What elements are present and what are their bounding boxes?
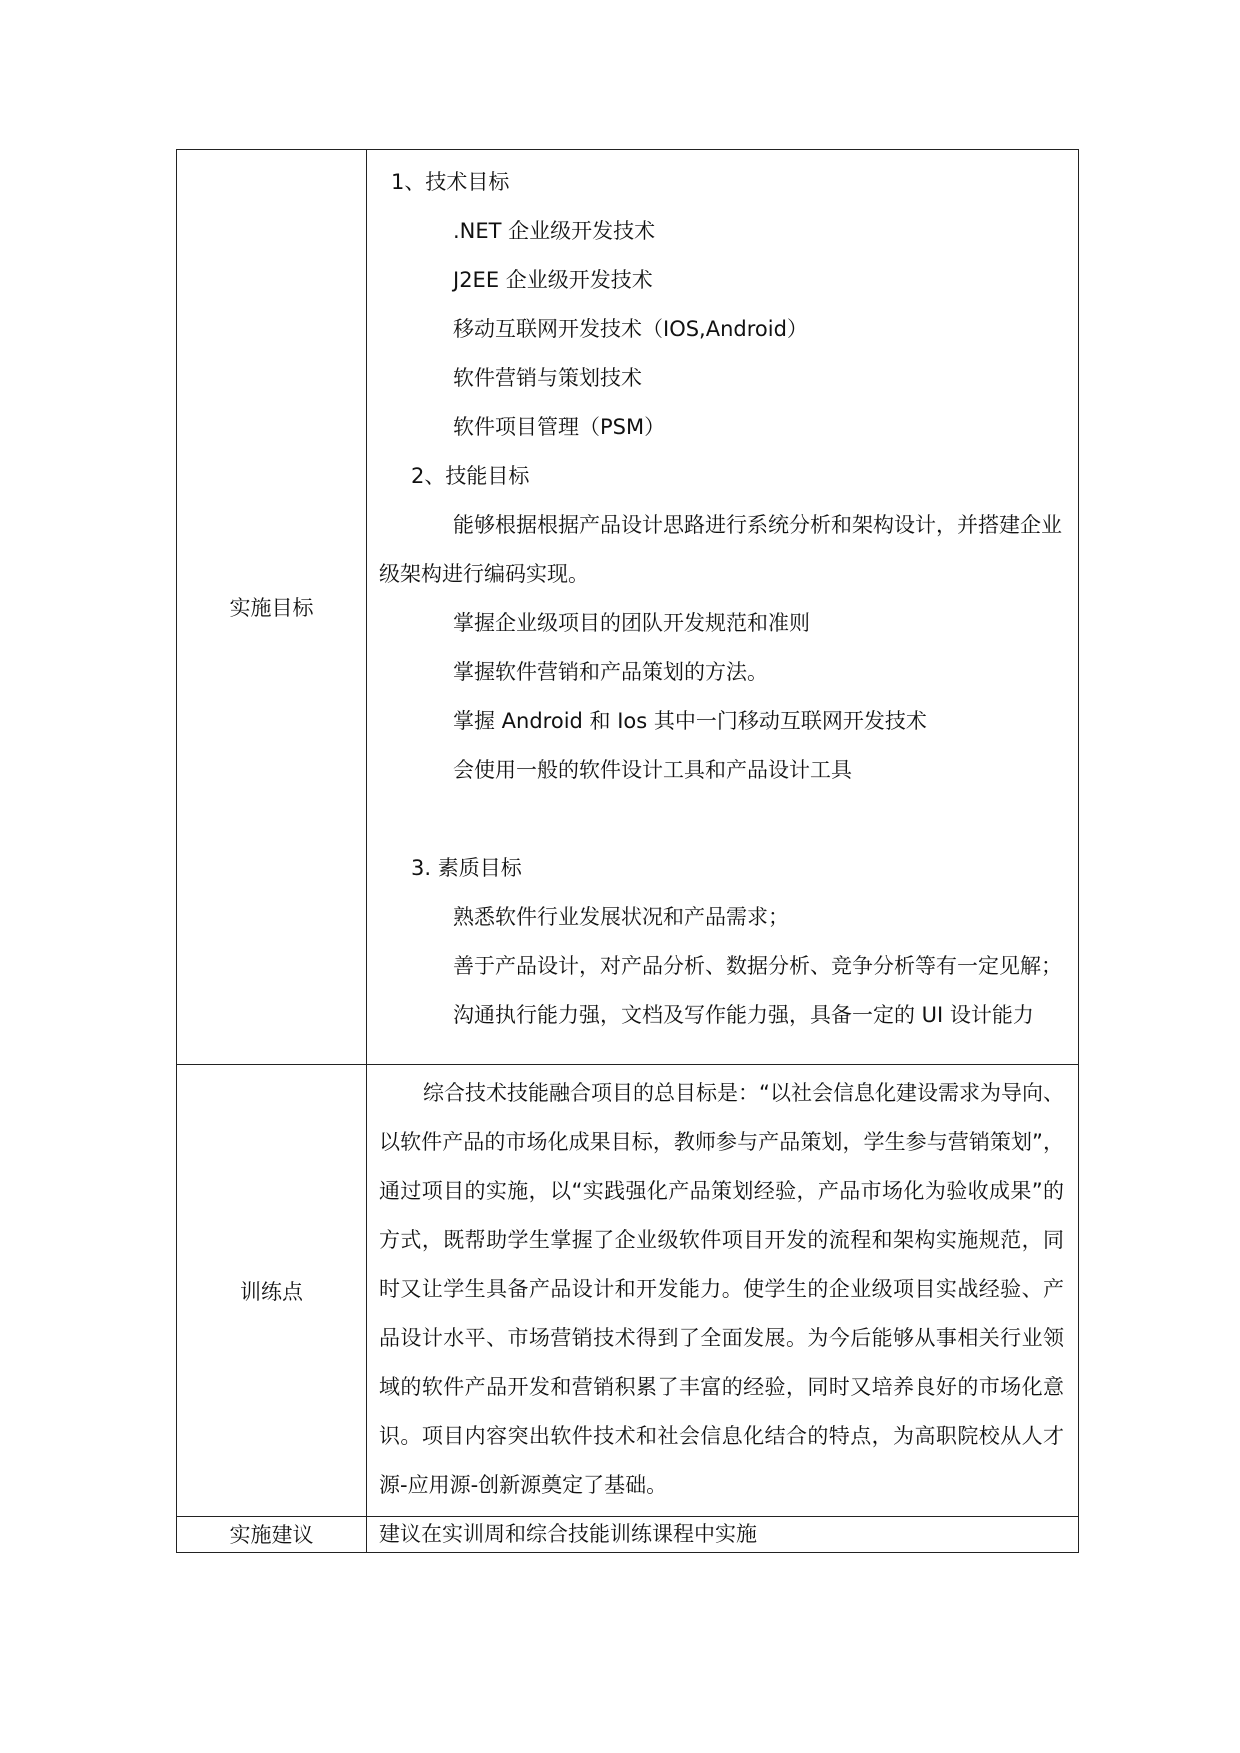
table-row-training-points: [177, 1065, 1079, 1517]
implementation-goals-content: [367, 150, 1079, 1065]
tech-goal-item: 移动互联网开发技术（IOS,Android）: [453, 317, 808, 341]
quality-goal-item: 熟悉软件行业发展状况和产品需求；: [453, 905, 789, 929]
table-row-implementation-suggestion: [177, 1517, 1079, 1553]
row-label-implementation-suggestion: 实施建议: [177, 1517, 367, 1553]
quality-goal-item: 沟通执行能力强，文档及写作能力强，具备一定的 UI 设计能力: [453, 1003, 1034, 1027]
table-row-implementation-goals: [177, 150, 1079, 1065]
tech-goal-item: 软件项目管理（PSM）: [453, 415, 666, 439]
skill-goals-paragraph: 能够根据根据产品设计思路进行系统分析和架构设计，并搭建企业级架构进行编码实现。: [379, 513, 1062, 586]
training-points-paragraph: 综合技术技能融合项目的总目标是：“以社会信息化建设需求为导向、以软件产品的市场化成果目标，教师参与产品策划，学生参与营销策划”，通过项目的实施，以“实践强化产品策划经验，产品市场化为验收成果”的方式，既帮助学生掌握了企业级软件项目开发的流程和架构实施规范，同时又让学生具备产品设计和开发能力。使学生的企业级项目实战经验、产品设计水平、市场营销技术得到了全面发展。为今后能够从事相关行业领域的软件产品开发和营销积累了丰富的经验，同时又培养良好的市场化意识。项目内容突出软件技术和社会信息化结合的特点，为高职院校从人才源-应用源-创新源奠定了基础。: [379, 1081, 1064, 1497]
skill-goal-item: 掌握 Android 和 Ios 其中一门移动互联网开发技术: [453, 709, 927, 733]
implementation-suggestion-text: 建议在实训周和综合技能训练课程中实施: [379, 1522, 757, 1546]
row-label-implementation-goals: 实施目标: [177, 150, 367, 1065]
tech-goal-item: .NET 企业级开发技术: [453, 219, 656, 243]
skill-goal-item: 掌握企业级项目的团队开发规范和准则: [453, 611, 810, 635]
quality-goals-heading: 3. 素质目标: [411, 856, 522, 880]
tech-goal-item: 软件营销与策划技术: [453, 366, 642, 390]
tech-goals-heading: 1、技术目标: [391, 170, 510, 194]
quality-goal-item: 善于产品设计，对产品分析、数据分析、竞争分析等有一定见解；: [453, 954, 1062, 978]
blank-line: [379, 795, 1064, 844]
skill-goal-item: 掌握软件营销和产品策划的方法。: [453, 660, 768, 684]
skill-goals-heading: 2、技能目标: [411, 464, 530, 488]
tech-goal-item: J2EE 企业级开发技术: [453, 268, 653, 292]
skill-goal-item: 会使用一般的软件设计工具和产品设计工具: [453, 758, 852, 782]
implementation-suggestion-content: [367, 1517, 1079, 1553]
training-points-content: [367, 1065, 1079, 1517]
document-table: [176, 149, 1079, 1553]
row-label-training-points: 训练点: [177, 1065, 367, 1517]
